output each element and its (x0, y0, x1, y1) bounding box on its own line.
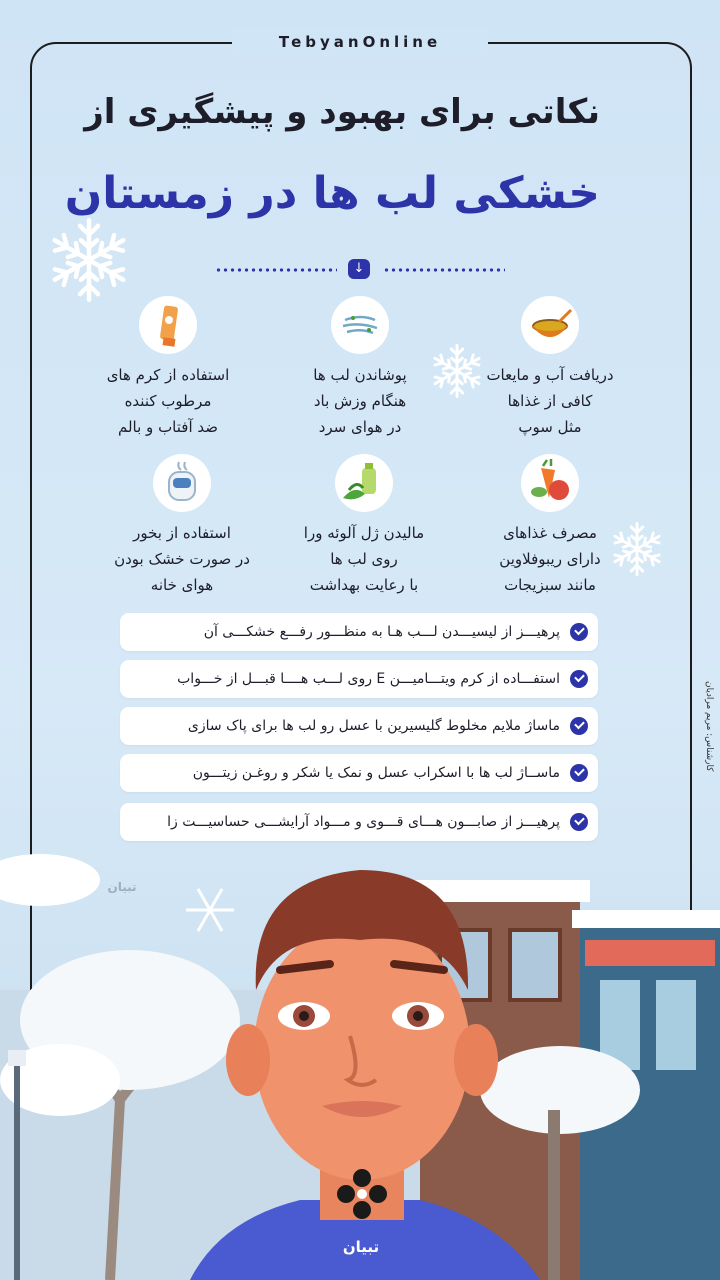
check-icon (570, 623, 588, 641)
check-icon (570, 813, 588, 831)
tip-text: دریافت آب و مایعات (486, 366, 614, 384)
tip-text: مثل سوپ (518, 418, 582, 436)
divider-dots (215, 268, 337, 272)
humidifier-icon (153, 454, 211, 512)
tip-text: استفاده از بخور (133, 524, 231, 542)
checklist-text: پرهیـــز از لیسیـــدن لـــب هـا به منظـــور رفـــع خشکـــی آن (203, 624, 560, 640)
tip-text: در هوای سرد (318, 418, 402, 436)
check-icon (570, 717, 588, 735)
tip-card (68, 296, 268, 440)
section-divider (215, 259, 505, 279)
tip-text: دارای ریبوفلاوین (499, 550, 601, 568)
brand-footer: تبیان (342, 1238, 380, 1256)
tip-text: با رعایت بهداشت (309, 576, 419, 594)
snowflake-icon (44, 212, 134, 308)
tip-text: ضد آفتاب و بالم (117, 418, 218, 436)
tip-text: هنگام وزش باد (313, 392, 407, 410)
tip-card (260, 296, 460, 440)
checklist-text: ماساژ ملایم مخلوط گلیسیرین با عسل رو لب ها برای پاک سازی (187, 718, 560, 734)
tip-card (450, 454, 650, 598)
tip-text: مرطوب کننده (124, 392, 212, 410)
tip-card (82, 454, 282, 598)
tip-text: کافی از غذاها (507, 392, 593, 410)
tip-card (450, 296, 650, 440)
checklist-item (120, 803, 598, 841)
check-icon (570, 670, 588, 688)
title-line-1: نکاتی برای بهبود و پیشگیری از (84, 92, 600, 132)
tip-text: روی لب ها (330, 550, 398, 568)
checklist-item (120, 660, 598, 698)
vegetables-icon (521, 454, 579, 512)
checklist-text: پرهیـــز از صابـــون هـــای قـــوی و مـــواد آرایشـــی حساسیـــت زا (167, 814, 560, 830)
checklist-text: استفـــاده از کرم ویتـــامیـــن E روی لـــب هــــا قبـــل از خـــواب (177, 671, 560, 687)
author-credit: کارشناس: مریم مرادیان (704, 681, 714, 772)
tip-text: استفاده از کرم های (106, 366, 230, 384)
wind-lips-icon (331, 296, 389, 354)
tip-text: پوشاندن لب ها (313, 366, 407, 384)
checklist-item (120, 707, 598, 745)
arrow-down-icon: ↓ (348, 259, 370, 279)
soup-bowl-icon (521, 296, 579, 354)
aloe-vera-gel-icon (335, 454, 393, 512)
checklist-item (120, 754, 598, 792)
watermark-logo: تبیان (107, 880, 137, 894)
tip-text: مانند سبزیجات (504, 576, 596, 594)
brand-header: TebyanOnline (232, 28, 488, 56)
checklist-item (120, 613, 598, 651)
tip-text: مصرف غذاهای (503, 524, 597, 542)
sunscreen-tube-icon (139, 296, 197, 354)
tip-text: مالیدن ژل آلوئه ورا (303, 524, 425, 542)
tip-card (264, 454, 464, 598)
title-line-2: خشکی لب ها در زمستان (64, 168, 600, 219)
divider-dots (383, 268, 505, 272)
checklist-text: ماســاژ لب ها با اسکراب عسل و نمک یا شکر و روغـن زیتـــون (192, 765, 560, 781)
check-icon (570, 764, 588, 782)
winter-scene-illustration (0, 840, 720, 1280)
tip-text: در صورت خشک بودن (114, 550, 250, 568)
tip-text: هوای خانه (150, 576, 214, 594)
